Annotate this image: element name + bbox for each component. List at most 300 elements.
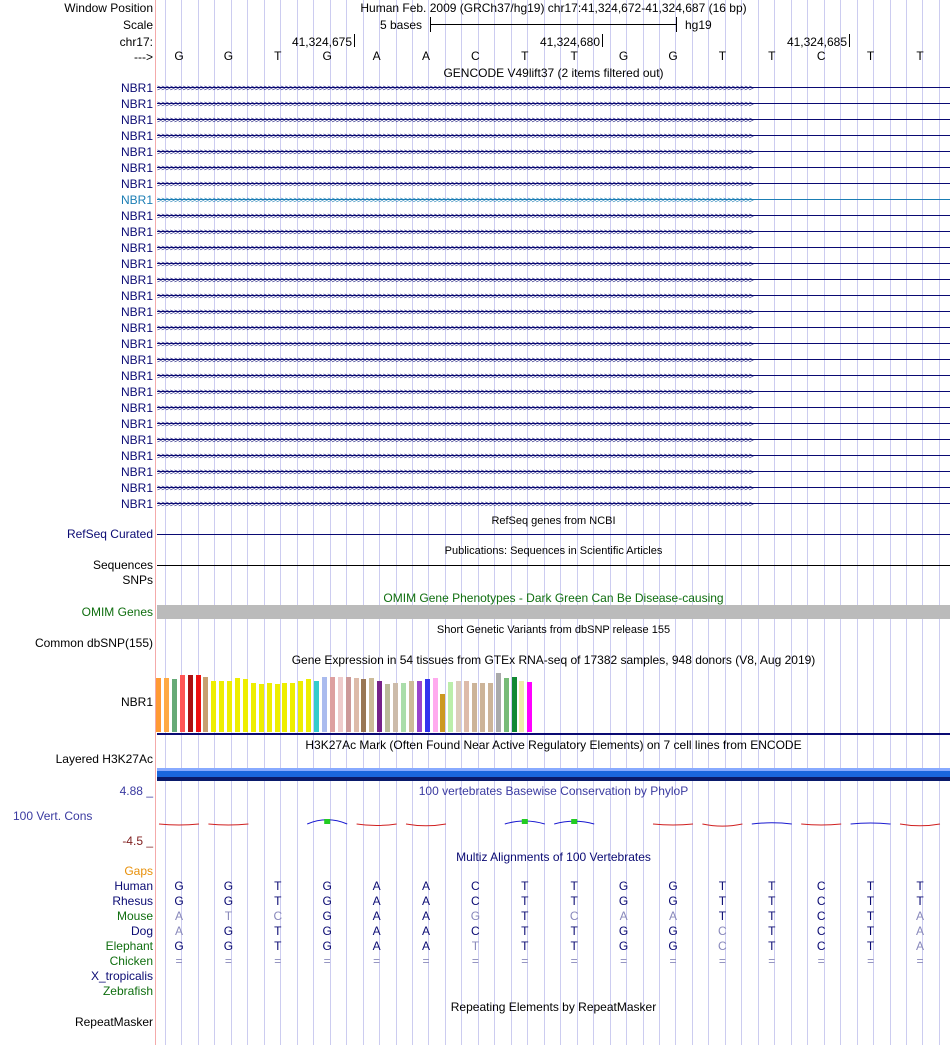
aligned-base: T xyxy=(521,894,529,908)
gene-label[interactable]: NBR1 xyxy=(120,433,153,447)
phylop-conserved-mark[interactable] xyxy=(571,819,577,824)
aligned-base: A xyxy=(372,924,381,938)
aligned-base: T xyxy=(768,939,776,953)
reference-base: A xyxy=(421,49,430,63)
strand-chevrons: >>>>>>>>>>>>>>>>>>>>>>>>>>>>>>>>>>>>>>>>>>>>>>>>>>>>>>>>>>>>>>>>>>>>>>>>>>>>>>>>>>>>>>>>>>>>>>>>>>>>>>>>>>>>>>>>>>>>>>>>>>>>>>>>>>>>>>>>>>>> xyxy=(157,387,753,397)
strand-chevrons: >>>>>>>>>>>>>>>>>>>>>>>>>>>>>>>>>>>>>>>>>>>>>>>>>>>>>>>>>>>>>>>>>>>>>>>>>>>>>>>>>>>>>>>>>>>>>>>>>>>>>>>>>>>>>>>>>>>>>>>>>>>>>>>>>>>>>>>>>>>> xyxy=(157,355,753,365)
strand-chevrons: >>>>>>>>>>>>>>>>>>>>>>>>>>>>>>>>>>>>>>>>>>>>>>>>>>>>>>>>>>>>>>>>>>>>>>>>>>>>>>>>>>>>>>>>>>>>>>>>>>>>>>>>>>>>>>>>>>>>>>>>>>>>>>>>>>>>>>>>>>>> xyxy=(157,339,753,349)
aligned-base: T xyxy=(866,894,875,908)
aligned-base: T xyxy=(570,879,578,893)
gtex-tissue-bar[interactable] xyxy=(527,682,532,732)
omim-feature[interactable] xyxy=(157,605,950,619)
aligned-base: = xyxy=(867,954,875,968)
gene-label[interactable]: NBR1 xyxy=(120,305,153,319)
aligned-base: = xyxy=(274,954,282,968)
aligned-base: A xyxy=(915,939,924,953)
reference-base: G xyxy=(618,49,629,63)
gtex-tissue-bar[interactable] xyxy=(306,679,311,732)
phylop-label[interactable]: 100 Vert. Cons xyxy=(13,809,93,823)
reference-base: C xyxy=(816,49,826,63)
aligned-base: A xyxy=(372,939,381,953)
gene-feature-row[interactable] xyxy=(157,384,950,400)
gene-feature-row[interactable] xyxy=(157,96,950,112)
aligned-base: G xyxy=(618,939,629,953)
phylop-ymax: 4.88 _ xyxy=(119,784,153,798)
gene-label[interactable]: NBR1 xyxy=(120,481,153,495)
gtex-tissue-bar[interactable] xyxy=(504,678,509,732)
gtex-tissue-bar[interactable] xyxy=(512,677,517,732)
species-label[interactable]: Chicken xyxy=(109,954,153,968)
gtex-tissue-bar[interactable] xyxy=(385,684,390,732)
gtex-tissue-bar[interactable] xyxy=(519,681,524,732)
aligned-base: C xyxy=(569,909,579,923)
strand-chevrons: >>>>>>>>>>>>>>>>>>>>>>>>>>>>>>>>>>>>>>>>>>>>>>>>>>>>>>>>>>>>>>>>>>>>>>>>>>>>>>>>>>>>>>>>>>>>>>>>>>>>>>>>>>>>>>>>>>>>>>>>>>>>>>>>>>>>>>>>>>>> xyxy=(157,467,753,477)
publications-feature[interactable] xyxy=(157,565,950,566)
gtex-tissue-bar[interactable] xyxy=(290,683,295,732)
strand-chevrons: >>>>>>>>>>>>>>>>>>>>>>>>>>>>>>>>>>>>>>>>>>>>>>>>>>>>>>>>>>>>>>>>>>>>>>>>>>>>>>>>>>>>>>>>>>>>>>>>>>>>>>>>>>>>>>>>>>>>>>>>>>>>>>>>>>>>>>>>>>>> xyxy=(157,99,753,109)
strand-chevrons: >>>>>>>>>>>>>>>>>>>>>>>>>>>>>>>>>>>>>>>>>>>>>>>>>>>>>>>>>>>>>>>>>>>>>>>>>>>>>>>>>>>>>>>>>>>>>>>>>>>>>>>>>>>>>>>>>>>>>>>>>>>>>>>>>>>>>>>>>>>> xyxy=(157,483,753,493)
species-label[interactable]: Human xyxy=(114,879,153,893)
aligned-base: A xyxy=(915,924,924,938)
aligned-base: A xyxy=(421,879,430,893)
aligned-base: G xyxy=(322,924,332,938)
reference-base: G xyxy=(322,49,332,63)
phylop-score-mark[interactable] xyxy=(702,824,742,826)
aligned-base: A xyxy=(372,879,381,893)
reference-base: T xyxy=(866,49,875,63)
strand-chevrons: >>>>>>>>>>>>>>>>>>>>>>>>>>>>>>>>>>>>>>>>>>>>>>>>>>>>>>>>>>>>>>>>>>>>>>>>>>>>>>>>>>>>>>>>>>>>>>>>>>>>>>>>>>>>>>>>>>>>>>>>>>>>>>>>>>>>>>>>>>>> xyxy=(157,499,753,509)
species-label[interactable]: Rhesus xyxy=(112,894,153,908)
gtex-tissue-bar[interactable] xyxy=(243,679,248,732)
gtex-tissue-bar[interactable] xyxy=(393,683,398,732)
gtex-bar-chart[interactable] xyxy=(156,666,536,732)
scale-bar-right xyxy=(676,17,677,32)
repeatmasker-track-title[interactable]: Repeating Elements by RepeatMasker xyxy=(450,1000,657,1014)
gtex-tissue-bar[interactable] xyxy=(346,677,351,732)
strand-chevrons: >>>>>>>>>>>>>>>>>>>>>>>>>>>>>>>>>>>>>>>>>>>>>>>>>>>>>>>>>>>>>>>>>>>>>>>>>>>>>>>>>>>>>>>>>>>>>>>>>>>>>>>>>>>>>>>>>>>>>>>>>>>>>>>>>>>>>>>>>>>> xyxy=(157,147,753,157)
phylop-plot[interactable] xyxy=(157,798,950,846)
phylop-score-mark[interactable] xyxy=(900,824,940,826)
aligned-base: T xyxy=(718,909,727,923)
gene-feature-row[interactable] xyxy=(157,192,950,208)
publications-track-title[interactable]: Publications: Sequences in Scientific Articles xyxy=(444,545,663,557)
phylop-score-mark[interactable] xyxy=(208,824,248,825)
reference-base: G xyxy=(668,49,678,63)
gtex-tissue-bar[interactable] xyxy=(361,679,366,732)
aligned-base: G xyxy=(668,939,678,953)
strand-chevrons: >>>>>>>>>>>>>>>>>>>>>>>>>>>>>>>>>>>>>>>>>>>>>>>>>>>>>>>>>>>>>>>>>>>>>>>>>>>>>>>>>>>>>>>>>>>>>>>>>>>>>>>>>>>>>>>>>>>>>>>>>>>>>>>>>>>>>>>>>>>> xyxy=(157,307,753,317)
reference-base: T xyxy=(570,49,578,63)
species-label[interactable]: Zebrafish xyxy=(102,984,153,998)
aligned-base: = xyxy=(817,954,825,968)
gtex-tissue-bar[interactable] xyxy=(464,681,469,732)
aligned-base: A xyxy=(174,909,183,923)
gene-label[interactable]: NBR1 xyxy=(120,353,153,367)
aligned-base: T xyxy=(866,909,875,923)
gene-label[interactable]: NBR1 xyxy=(120,113,153,127)
refseq-feature[interactable] xyxy=(157,534,950,535)
gene-label[interactable]: NBR1 xyxy=(120,385,153,399)
position-label: 41,324,685 xyxy=(786,35,847,49)
aligned-base: = xyxy=(224,954,232,968)
gtex-tissue-bar[interactable] xyxy=(417,681,422,732)
reference-base: G xyxy=(174,49,184,63)
gtex-tissue-bar[interactable] xyxy=(314,681,319,732)
gtex-tissue-bar[interactable] xyxy=(251,683,256,732)
aligned-base: G xyxy=(223,924,234,938)
phylop-score-mark[interactable] xyxy=(653,824,693,825)
gaps-label: Gaps xyxy=(124,864,153,878)
position-label: 41,324,680 xyxy=(539,35,600,49)
phylop-score-mark[interactable] xyxy=(801,824,841,825)
gene-label[interactable]: NBR1 xyxy=(120,241,153,255)
gene-label[interactable]: NBR1 xyxy=(120,177,153,191)
gene-label[interactable]: NBR1 xyxy=(120,465,153,479)
gene-label[interactable]: NBR1 xyxy=(120,369,153,383)
aligned-base: G xyxy=(322,879,332,893)
aligned-base: A xyxy=(421,939,430,953)
aligned-base: G xyxy=(322,909,332,923)
gtex-tissue-bar[interactable] xyxy=(456,681,461,732)
gene-label[interactable]: NBR1 xyxy=(120,401,153,415)
gene-feature-row[interactable] xyxy=(157,224,950,240)
aligned-base: G xyxy=(174,939,184,953)
aligned-base: T xyxy=(570,924,578,938)
aligned-base: C xyxy=(718,939,727,953)
strand-chevrons: >>>>>>>>>>>>>>>>>>>>>>>>>>>>>>>>>>>>>>>>>>>>>>>>>>>>>>>>>>>>>>>>>>>>>>>>>>>>>>>>>>>>>>>>>>>>>>>>>>>>>>>>>>>>>>>>>>>>>>>>>>>>>>>>>>>>>>>>>>>> xyxy=(157,227,753,237)
gtex-tissue-bar[interactable] xyxy=(282,683,287,732)
gene-feature-row[interactable] xyxy=(157,320,950,336)
refseq-track-title[interactable]: RefSeq genes from NCBI xyxy=(491,515,616,527)
gtex-tissue-bar[interactable] xyxy=(180,675,185,732)
strand-chevrons: >>>>>>>>>>>>>>>>>>>>>>>>>>>>>>>>>>>>>>>>>>>>>>>>>>>>>>>>>>>>>>>>>>>>>>>>>>>>>>>>>>>>>>>>>>>>>>>>>>>>>>>>>>>>>>>>>>>>>>>>>>>>>>>>>>>>>>>>>>>> xyxy=(157,179,753,189)
aligned-base: A xyxy=(174,924,183,938)
gene-feature-row[interactable] xyxy=(157,368,950,384)
gene-feature-row[interactable] xyxy=(157,432,950,448)
gtex-tissue-bar[interactable] xyxy=(322,677,327,732)
species-label[interactable]: X_tropicalis xyxy=(90,969,153,983)
repeatmasker-label[interactable]: RepeatMasker xyxy=(74,1015,153,1029)
gene-label[interactable]: NBR1 xyxy=(120,81,153,95)
position-tick xyxy=(849,34,850,47)
species-label[interactable]: Dog xyxy=(130,924,153,938)
gtex-track-title[interactable]: Gene Expression in 54 tissues from GTEx RNA-seq of 17382 samples, 948 donors (V8, Aug 2019) xyxy=(291,653,816,667)
gene-feature-row[interactable] xyxy=(157,288,950,304)
strand-chevrons: >>>>>>>>>>>>>>>>>>>>>>>>>>>>>>>>>>>>>>>>>>>>>>>>>>>>>>>>>>>>>>>>>>>>>>>>>>>>>>>>>>>>>>>>>>>>>>>>>>>>>>>>>>>>>>>>>>>>>>>>>>>>>>>>>>>>>>>>>>>> xyxy=(157,371,753,381)
aligned-base: T xyxy=(768,909,776,923)
gtex-tissue-bar[interactable] xyxy=(338,677,343,732)
gtex-tissue-bar[interactable] xyxy=(354,678,359,732)
gene-label[interactable]: NBR1 xyxy=(120,449,153,463)
scale-bar xyxy=(430,24,676,25)
gene-label[interactable]: NBR1 xyxy=(120,97,153,111)
reference-base: A xyxy=(372,49,381,63)
gtex-tissue-bar[interactable] xyxy=(203,677,208,732)
gtex-baseline xyxy=(157,733,950,735)
aligned-base: T xyxy=(570,939,578,953)
gene-feature-row[interactable] xyxy=(157,240,950,256)
scale-label: Scale xyxy=(122,18,153,32)
gene-feature-row[interactable] xyxy=(157,304,950,320)
aligned-base: T xyxy=(521,939,529,953)
aligned-base: T xyxy=(274,894,282,908)
refseq-label[interactable]: RefSeq Curated xyxy=(66,527,153,541)
gtex-tissue-bar[interactable] xyxy=(227,681,232,732)
aligned-base: C xyxy=(816,894,826,908)
gene-label[interactable]: NBR1 xyxy=(120,225,153,239)
aligned-base: A xyxy=(915,909,924,923)
h3k27ac-signal-dark[interactable] xyxy=(157,777,950,781)
gtex-tissue-bar[interactable] xyxy=(164,678,169,732)
aligned-base: G xyxy=(322,894,332,908)
h3k27ac-track-title[interactable]: H3K27Ac Mark (Often Found Near Active Regulatory Elements) on 7 cell lines from ENCODE xyxy=(305,738,802,752)
aligned-base: G xyxy=(223,894,234,908)
aligned-base: G xyxy=(322,939,332,953)
gene-feature-row[interactable] xyxy=(157,400,950,416)
gene-feature-row[interactable] xyxy=(157,128,950,144)
gene-label[interactable]: NBR1 xyxy=(120,497,153,511)
gene-label[interactable]: NBR1 xyxy=(120,209,153,223)
gtex-tissue-bar[interactable] xyxy=(377,681,382,732)
aligned-base: T xyxy=(916,879,924,893)
strand-chevrons: >>>>>>>>>>>>>>>>>>>>>>>>>>>>>>>>>>>>>>>>>>>>>>>>>>>>>>>>>>>>>>>>>>>>>>>>>>>>>>>>>>>>>>>>>>>>>>>>>>>>>>>>>>>>>>>>>>>>>>>>>>>>>>>>>>>>>>>>>>>> xyxy=(157,195,753,205)
aligned-base: T xyxy=(224,909,233,923)
gtex-tissue-bar[interactable] xyxy=(330,677,335,732)
aligned-base: T xyxy=(768,894,776,908)
gtex-tissue-bar[interactable] xyxy=(298,681,303,732)
gtex-tissue-bar[interactable] xyxy=(425,679,430,732)
gtex-tissue-bar[interactable] xyxy=(488,683,493,732)
gtex-tissue-bar[interactable] xyxy=(480,683,485,732)
aligned-base: = xyxy=(669,954,677,968)
aligned-base: G xyxy=(223,879,234,893)
aligned-base: = xyxy=(718,954,726,968)
gene-label[interactable]: NBR1 xyxy=(120,145,153,159)
phylop-score-mark[interactable] xyxy=(851,823,891,824)
aligned-base: T xyxy=(718,894,727,908)
strand-chevrons: >>>>>>>>>>>>>>>>>>>>>>>>>>>>>>>>>>>>>>>>>>>>>>>>>>>>>>>>>>>>>>>>>>>>>>>>>>>>>>>>>>>>>>>>>>>>>>>>>>>>>>>>>>>>>>>>>>>>>>>>>>>>>>>>>>>>>>>>>>>> xyxy=(157,435,753,445)
aligned-base: C xyxy=(816,924,826,938)
aligned-base: T xyxy=(521,924,529,938)
strand-chevrons: >>>>>>>>>>>>>>>>>>>>>>>>>>>>>>>>>>>>>>>>>>>>>>>>>>>>>>>>>>>>>>>>>>>>>>>>>>>>>>>>>>>>>>>>>>>>>>>>>>>>>>>>>>>>>>>>>>>>>>>>>>>>>>>>>>>>>>>>>>>> xyxy=(157,243,753,253)
aligned-base: = xyxy=(323,954,331,968)
aligned-base: = xyxy=(620,954,628,968)
aligned-base: T xyxy=(866,879,875,893)
gene-label[interactable]: NBR1 xyxy=(120,129,153,143)
gtex-tissue-bar[interactable] xyxy=(219,681,224,732)
reference-base: T xyxy=(274,49,282,63)
gene-feature-row[interactable] xyxy=(157,272,950,288)
aligned-base: G xyxy=(668,924,678,938)
gene-feature-row[interactable] xyxy=(157,352,950,368)
gtex-tissue-bar[interactable] xyxy=(235,678,240,732)
aligned-base: T xyxy=(274,924,282,938)
gene-feature-row[interactable] xyxy=(157,464,950,480)
publications-label[interactable]: Sequences xyxy=(92,558,153,572)
gencode-track-title[interactable]: GENCODE V49lift37 (2 items filtered out) xyxy=(443,66,664,80)
gtex-tissue-bar[interactable] xyxy=(472,683,477,732)
aligned-base: T xyxy=(274,879,282,893)
strand-chevrons: >>>>>>>>>>>>>>>>>>>>>>>>>>>>>>>>>>>>>>>>>>>>>>>>>>>>>>>>>>>>>>>>>>>>>>>>>>>>>>>>>>>>>>>>>>>>>>>>>>>>>>>>>>>>>>>>>>>>>>>>>>>>>>>>>>>>>>>>>>>> xyxy=(157,83,753,93)
aligned-base: A xyxy=(668,909,677,923)
snps-label[interactable]: SNPs xyxy=(122,573,153,587)
aligned-base: A xyxy=(421,909,430,923)
gtex-tissue-bar[interactable] xyxy=(172,679,177,732)
strand-chevrons: >>>>>>>>>>>>>>>>>>>>>>>>>>>>>>>>>>>>>>>>>>>>>>>>>>>>>>>>>>>>>>>>>>>>>>>>>>>>>>>>>>>>>>>>>>>>>>>>>>>>>>>>>>>>>>>>>>>>>>>>>>>>>>>>>>>>>>>>>>>> xyxy=(157,291,753,301)
strand-chevrons: >>>>>>>>>>>>>>>>>>>>>>>>>>>>>>>>>>>>>>>>>>>>>>>>>>>>>>>>>>>>>>>>>>>>>>>>>>>>>>>>>>>>>>>>>>>>>>>>>>>>>>>>>>>>>>>>>>>>>>>>>>>>>>>>>>>>>>>>>>>> xyxy=(157,211,753,221)
gtex-tissue-bar[interactable] xyxy=(259,684,264,732)
reference-base: T xyxy=(718,49,727,63)
reference-base: T xyxy=(768,49,776,63)
aligned-base: = xyxy=(521,954,529,968)
aligned-base: T xyxy=(521,909,529,923)
gene-label[interactable]: NBR1 xyxy=(120,193,153,207)
omim-track-title[interactable]: OMIM Gene Phenotypes - Dark Green Can Be Disease-causing xyxy=(383,591,724,605)
gene-label[interactable]: NBR1 xyxy=(120,273,153,287)
strand-chevrons: >>>>>>>>>>>>>>>>>>>>>>>>>>>>>>>>>>>>>>>>>>>>>>>>>>>>>>>>>>>>>>>>>>>>>>>>>>>>>>>>>>>>>>>>>>>>>>>>>>>>>>>>>>>>>>>>>>>>>>>>>>>>>>>>>>>>>>>>>>>> xyxy=(157,163,753,173)
aligned-base: C xyxy=(816,909,826,923)
aligned-base: G xyxy=(618,879,629,893)
strand-chevrons: >>>>>>>>>>>>>>>>>>>>>>>>>>>>>>>>>>>>>>>>>>>>>>>>>>>>>>>>>>>>>>>>>>>>>>>>>>>>>>>>>>>>>>>>>>>>>>>>>>>>>>>>>>>>>>>>>>>>>>>>>>>>>>>>>>>>>>>>>>>> xyxy=(157,115,753,125)
strand-chevrons: >>>>>>>>>>>>>>>>>>>>>>>>>>>>>>>>>>>>>>>>>>>>>>>>>>>>>>>>>>>>>>>>>>>>>>>>>>>>>>>>>>>>>>>>>>>>>>>>>>>>>>>>>>>>>>>>>>>>>>>>>>>>>>>>>>>>>>>>>>>> xyxy=(157,131,753,141)
window-position-label: Window Position xyxy=(64,1,153,15)
gene-label[interactable]: NBR1 xyxy=(120,337,153,351)
position-tick xyxy=(354,34,355,47)
reference-base: T xyxy=(521,49,529,63)
aligned-base: C xyxy=(471,879,480,893)
aligned-base: T xyxy=(521,879,529,893)
phylop-score-mark[interactable] xyxy=(159,824,199,825)
aligned-base: A xyxy=(372,909,381,923)
gene-feature-row[interactable] xyxy=(157,448,950,464)
aligned-base: G xyxy=(470,909,481,923)
gtex-tissue-bar[interactable] xyxy=(448,682,453,732)
strand-chevrons: >>>>>>>>>>>>>>>>>>>>>>>>>>>>>>>>>>>>>>>>>>>>>>>>>>>>>>>>>>>>>>>>>>>>>>>>>>>>>>>>>>>>>>>>>>>>>>>>>>>>>>>>>>>>>>>>>>>>>>>>>>>>>>>>>>>>>>>>>>>> xyxy=(157,259,753,269)
strand-label: ---> xyxy=(134,50,153,64)
chrom-label: chr17: xyxy=(119,35,153,49)
species-label[interactable]: Elephant xyxy=(105,939,153,953)
strand-chevrons: >>>>>>>>>>>>>>>>>>>>>>>>>>>>>>>>>>>>>>>>>>>>>>>>>>>>>>>>>>>>>>>>>>>>>>>>>>>>>>>>>>>>>>>>>>>>>>>>>>>>>>>>>>>>>>>>>>>>>>>>>>>>>>>>>>>>>>>>>>>> xyxy=(157,275,753,285)
aligned-base: = xyxy=(471,954,479,968)
aligned-base: T xyxy=(471,939,480,953)
aligned-base: A xyxy=(421,894,430,908)
species-label[interactable]: Mouse xyxy=(116,909,153,923)
multiz-track-title[interactable]: Multiz Alignments of 100 Vertebrates xyxy=(456,850,651,864)
aligned-base: G xyxy=(174,879,184,893)
reference-base: C xyxy=(471,49,480,63)
gene-label[interactable]: NBR1 xyxy=(120,161,153,175)
aligned-base: C xyxy=(471,924,480,938)
gene-feature-row[interactable] xyxy=(157,256,950,272)
gtex-tissue-bar[interactable] xyxy=(275,684,280,732)
aligned-base: T xyxy=(866,924,875,938)
aligned-base: G xyxy=(618,894,629,908)
aligned-base: A xyxy=(372,894,381,908)
gtex-tissue-bar[interactable] xyxy=(409,681,414,732)
aligned-base: C xyxy=(273,909,283,923)
aligned-base: T xyxy=(570,894,578,908)
aligned-base: T xyxy=(718,879,727,893)
gtex-tissue-bar[interactable] xyxy=(401,683,406,732)
scale-text: 5 bases xyxy=(380,18,423,32)
gene-label[interactable]: NBR1 xyxy=(120,321,153,335)
label-border xyxy=(155,0,156,1045)
phylop-track-title[interactable]: 100 vertebrates Basewise Conservation by PhyloP xyxy=(418,784,689,798)
phylop-conserved-mark[interactable] xyxy=(522,819,528,824)
gtex-tissue-bar[interactable] xyxy=(156,678,161,732)
dbsnp-track-title[interactable]: Short Genetic Variants from dbSNP release 155 xyxy=(436,624,671,636)
gtex-tissue-bar[interactable] xyxy=(267,683,272,732)
aligned-base: = xyxy=(422,954,430,968)
gtex-tissue-bar[interactable] xyxy=(196,675,201,732)
aligned-base: = xyxy=(175,954,183,968)
gtex-tissue-bar[interactable] xyxy=(211,681,216,732)
aligned-base: T xyxy=(916,894,924,908)
gene-feature-row[interactable] xyxy=(157,80,950,96)
aligned-base: = xyxy=(916,954,924,968)
scale-db: hg19 xyxy=(685,18,712,32)
strand-chevrons: >>>>>>>>>>>>>>>>>>>>>>>>>>>>>>>>>>>>>>>>>>>>>>>>>>>>>>>>>>>>>>>>>>>>>>>>>>>>>>>>>>>>>>>>>>>>>>>>>>>>>>>>>>>>>>>>>>>>>>>>>>>>>>>>>>>>>>>>>>>> xyxy=(157,451,753,461)
dbsnp-label[interactable]: Common dbSNP(155) xyxy=(34,636,153,650)
aligned-base: G xyxy=(618,924,629,938)
gene-feature-row[interactable] xyxy=(157,336,950,352)
aligned-base: = xyxy=(570,954,578,968)
reference-base: T xyxy=(916,49,924,63)
gtex-tissue-bar[interactable] xyxy=(188,675,193,732)
phylop-score-mark[interactable] xyxy=(357,824,397,826)
h3k27ac-label[interactable]: Layered H3K27Ac xyxy=(55,752,153,766)
aligned-base: C xyxy=(718,924,727,938)
omim-label[interactable]: OMIM Genes xyxy=(81,605,153,619)
phylop-score-mark[interactable] xyxy=(752,823,792,824)
assembly-title: Human Feb. 2009 (GRCh37/hg19) chr17:41,324,672-41,324,687 (16 bp) xyxy=(360,1,747,15)
aligned-base: T xyxy=(768,879,776,893)
gene-feature-row[interactable] xyxy=(157,480,950,496)
gene-feature-row[interactable] xyxy=(157,144,950,160)
aligned-base: C xyxy=(816,939,826,953)
gtex-tissue-bar[interactable] xyxy=(440,694,445,732)
gtex-tissue-bar[interactable] xyxy=(496,673,501,732)
gtex-tissue-bar[interactable] xyxy=(433,678,438,732)
gene-label[interactable]: NBR1 xyxy=(120,289,153,303)
phylop-ymin: -4.5 _ xyxy=(122,834,153,848)
phylop-score-mark[interactable] xyxy=(406,824,446,826)
gene-label[interactable]: NBR1 xyxy=(120,417,153,431)
strand-chevrons: >>>>>>>>>>>>>>>>>>>>>>>>>>>>>>>>>>>>>>>>>>>>>>>>>>>>>>>>>>>>>>>>>>>>>>>>>>>>>>>>>>>>>>>>>>>>>>>>>>>>>>>>>>>>>>>>>>>>>>>>>>>>>>>>>>>>>>>>>>>> xyxy=(157,403,753,413)
aligned-base: T xyxy=(274,939,282,953)
strand-chevrons: >>>>>>>>>>>>>>>>>>>>>>>>>>>>>>>>>>>>>>>>>>>>>>>>>>>>>>>>>>>>>>>>>>>>>>>>>>>>>>>>>>>>>>>>>>>>>>>>>>>>>>>>>>>>>>>>>>>>>>>>>>>>>>>>>>>>>>>>>>>> xyxy=(157,419,753,429)
gene-feature-row[interactable] xyxy=(157,496,950,512)
aligned-base: T xyxy=(768,924,776,938)
gene-feature-row[interactable] xyxy=(157,208,950,224)
aligned-base: T xyxy=(866,939,875,953)
phylop-conserved-mark[interactable] xyxy=(324,819,330,824)
aligned-base: = xyxy=(768,954,776,968)
aligned-base: G xyxy=(174,894,184,908)
gene-feature-row[interactable] xyxy=(157,416,950,432)
position-label: 41,324,675 xyxy=(291,35,352,49)
gtex-label[interactable]: NBR1 xyxy=(120,695,153,709)
aligned-base: A xyxy=(619,909,628,923)
aligned-base: A xyxy=(421,924,430,938)
gene-label[interactable]: NBR1 xyxy=(120,257,153,271)
aligned-base: G xyxy=(668,894,678,908)
gene-feature-row[interactable] xyxy=(157,112,950,128)
position-tick xyxy=(602,34,603,47)
gene-feature-row[interactable] xyxy=(157,176,950,192)
gene-feature-row[interactable] xyxy=(157,160,950,176)
gtex-tissue-bar[interactable] xyxy=(369,678,374,732)
